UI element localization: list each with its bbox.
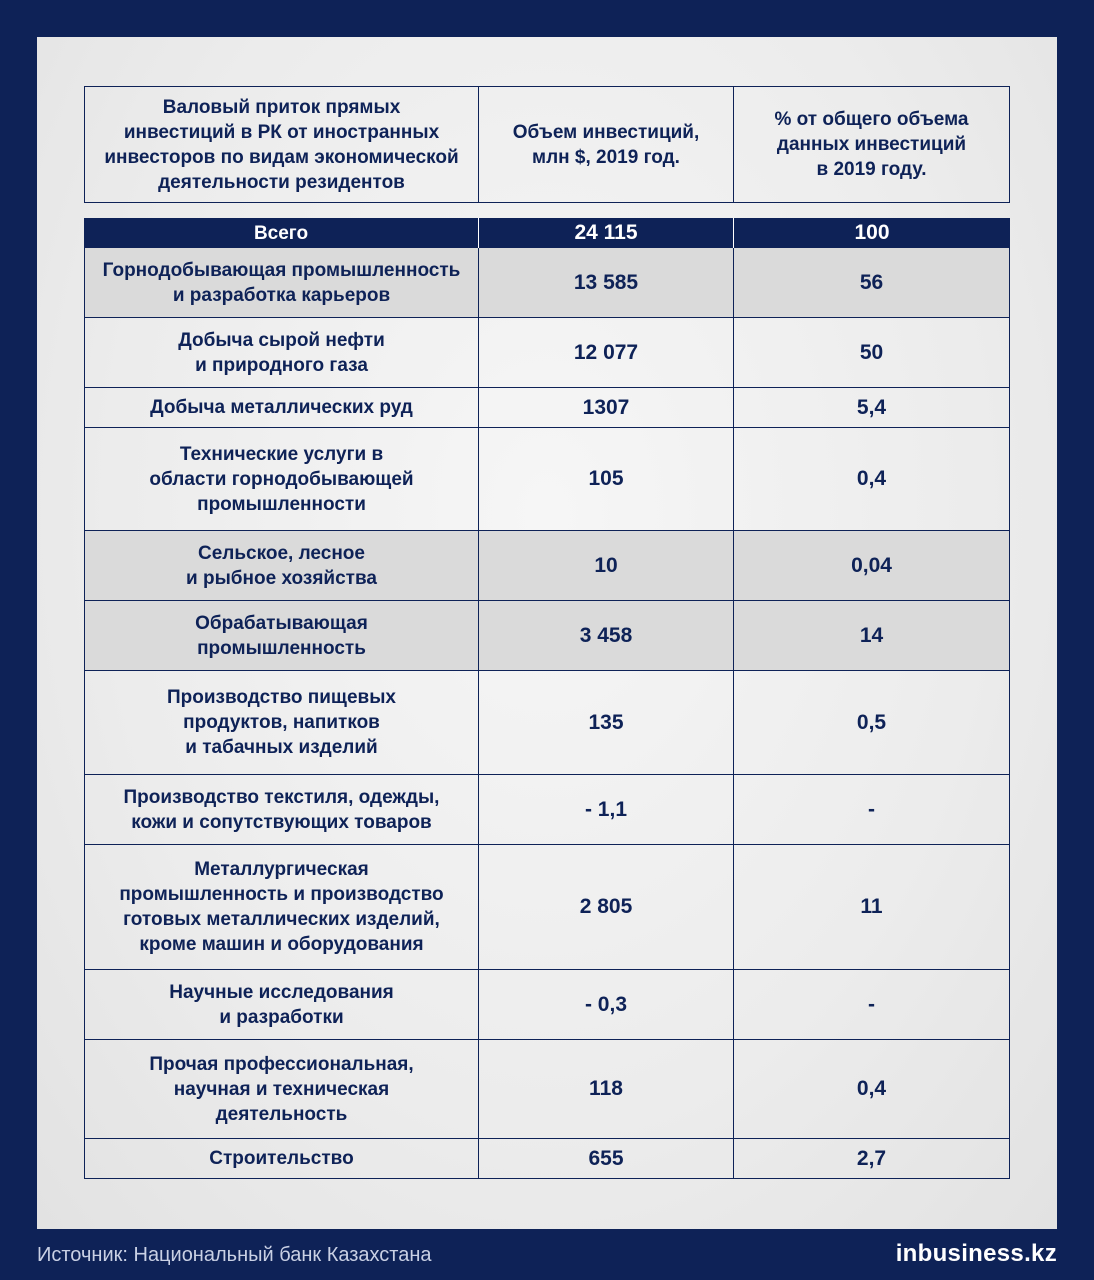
inbusiness-logo [896,1240,1057,1268]
header-category: Валовый приток прямых инвестиций в РК от иностранных инвесторов по видам экономической деятельности резидентов [84,87,479,203]
row-percent: - [734,775,1010,845]
source-note: Источник: Национальный банк Казахстана [37,1244,432,1266]
row-percent: 0,5 [734,671,1010,775]
row-volume: 135 [479,671,734,775]
table-header [84,86,1010,203]
row-label: Сельское, лесное и рыбное хозяйства [84,531,479,601]
row-percent: 0,4 [734,1040,1010,1139]
row-volume: 10 [479,531,734,601]
row-percent: 0,4 [734,428,1010,531]
row-label: Производство пищевых продуктов, напитков и табачных изделий [84,671,479,775]
row-label: Производство текстиля, одежды, кожи и сопутствующих товаров [84,775,479,845]
row-percent: 5,4 [734,388,1010,428]
total-volume: 24 115 [479,218,734,248]
row-volume: - 1,1 [479,775,734,845]
row-label: Строительство [84,1139,479,1179]
row-volume: 118 [479,1040,734,1139]
total-label: Всего [84,218,479,248]
row-percent: 11 [734,845,1010,970]
row-volume: 2 805 [479,845,734,970]
row-volume: 1307 [479,388,734,428]
row-label: Обрабатывающая промышленность [84,601,479,671]
row-percent: 0,04 [734,531,1010,601]
row-percent: 14 [734,601,1010,671]
row-volume: 655 [479,1139,734,1179]
row-percent: 56 [734,248,1010,318]
logo-in: in [895,1240,918,1267]
logo-rest: business.kz [917,1240,1057,1267]
row-label: Научные исследования и разработки [84,970,479,1040]
row-label: Добыча металлических руд [84,388,479,428]
row-volume: 12 077 [479,318,734,388]
header-percent: % от общего объема данных инвестиций в 2019 году. [734,87,1010,203]
row-label: Металлургическая промышленность и производство готовых металлических изделий, кроме машин и оборудования [84,845,479,970]
row-label: Прочая профессиональная, научная и техническая деятельность [84,1040,479,1139]
row-label: Горнодобывающая промышленность и разработка карьеров [84,248,479,318]
row-label: Технические услуги в области горнодобывающей промышленности [84,428,479,531]
row-volume: - 0,3 [479,970,734,1040]
row-volume: 3 458 [479,601,734,671]
row-percent: 50 [734,318,1010,388]
row-volume: 105 [479,428,734,531]
row-label: Добыча сырой нефти и природного газа [84,318,479,388]
row-percent: 2,7 [734,1139,1010,1179]
row-volume: 13 585 [479,248,734,318]
header-volume: Объем инвестиций, млн $, 2019 год. [479,87,734,203]
investment-table [84,218,1010,1179]
row-percent: - [734,970,1010,1040]
total-percent: 100 [734,218,1010,248]
